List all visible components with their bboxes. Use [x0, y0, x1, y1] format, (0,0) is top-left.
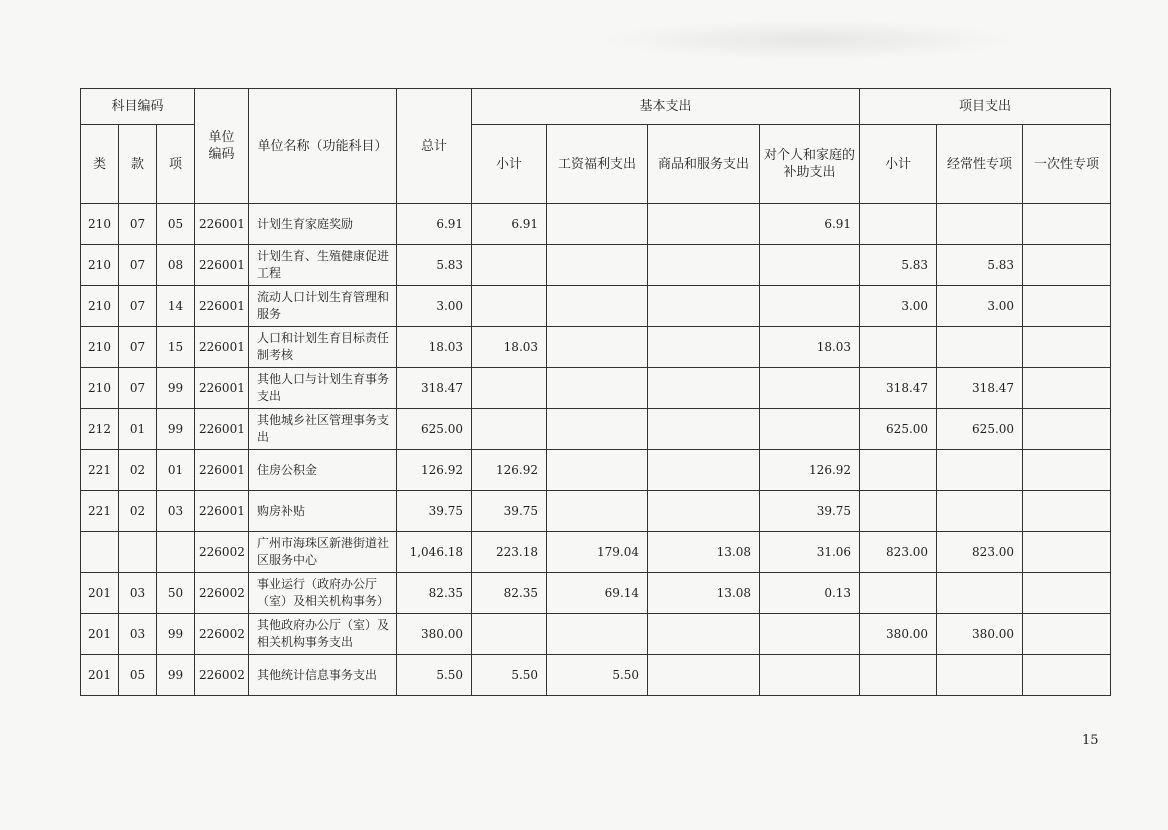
- table-row: [81, 450, 1111, 491]
- cell-onetime-project: [1023, 204, 1111, 245]
- cell-onetime-project: [1023, 327, 1111, 368]
- cell-goods-services: [648, 286, 760, 327]
- cell-kuan: 05: [119, 655, 157, 696]
- cell-total: 6.91: [397, 204, 472, 245]
- cell-personal-family-subsidy: [760, 655, 860, 696]
- cell-unit-name: 人口和计划生育目标责任制考核: [249, 327, 397, 368]
- cell-lei: 210: [81, 245, 119, 286]
- cell-project-subtotal: 380.00: [860, 614, 937, 655]
- cell-unit-name: 其他政府办公厅（室）及相关机构事务支出: [249, 614, 397, 655]
- cell-kuan: 07: [119, 204, 157, 245]
- table-row: [81, 204, 1111, 245]
- cell-xiang: [157, 532, 195, 573]
- cell-salary-welfare: 5.50: [547, 655, 648, 696]
- cell-goods-services: [648, 368, 760, 409]
- cell-unit-code: 226001: [195, 245, 249, 286]
- table-body: [81, 204, 1111, 696]
- cell-total: 5.50: [397, 655, 472, 696]
- cell-salary-welfare: [547, 327, 648, 368]
- cell-personal-family-subsidy: 39.75: [760, 491, 860, 532]
- cell-kuan: [119, 532, 157, 573]
- cell-lei: 221: [81, 491, 119, 532]
- header-project-subtotal: 小计: [860, 125, 937, 204]
- cell-kuan: 01: [119, 409, 157, 450]
- cell-unit-code: 226002: [195, 573, 249, 614]
- header-lei: 类: [81, 125, 119, 204]
- cell-total: 318.47: [397, 368, 472, 409]
- cell-basic-subtotal: 39.75: [472, 491, 547, 532]
- cell-personal-family-subsidy: [760, 614, 860, 655]
- table-row: [81, 614, 1111, 655]
- cell-goods-services: [648, 245, 760, 286]
- cell-recurring-project: [937, 491, 1023, 532]
- cell-onetime-project: [1023, 245, 1111, 286]
- cell-recurring-project: [937, 327, 1023, 368]
- cell-salary-welfare: [547, 450, 648, 491]
- cell-project-subtotal: 5.83: [860, 245, 937, 286]
- cell-lei: 210: [81, 368, 119, 409]
- cell-unit-name: 计划生育、生殖健康促进工程: [249, 245, 397, 286]
- cell-goods-services: 13.08: [648, 573, 760, 614]
- cell-personal-family-subsidy: 126.92: [760, 450, 860, 491]
- cell-lei: 210: [81, 327, 119, 368]
- cell-onetime-project: [1023, 491, 1111, 532]
- cell-unit-name: 计划生育家庭奖励: [249, 204, 397, 245]
- cell-kuan: 02: [119, 491, 157, 532]
- cell-salary-welfare: [547, 368, 648, 409]
- cell-goods-services: 13.08: [648, 532, 760, 573]
- header-total: 总计: [397, 89, 472, 204]
- table-row: [81, 573, 1111, 614]
- cell-personal-family-subsidy: [760, 368, 860, 409]
- cell-basic-subtotal: 126.92: [472, 450, 547, 491]
- cell-project-subtotal: 318.47: [860, 368, 937, 409]
- table-row: [81, 409, 1111, 450]
- cell-lei: 201: [81, 614, 119, 655]
- table-row: [81, 327, 1111, 368]
- cell-total: 380.00: [397, 614, 472, 655]
- cell-onetime-project: [1023, 614, 1111, 655]
- cell-salary-welfare: [547, 614, 648, 655]
- cell-unit-name: 其他城乡社区管理事务支出: [249, 409, 397, 450]
- cell-goods-services: [648, 450, 760, 491]
- cell-project-subtotal: 625.00: [860, 409, 937, 450]
- cell-recurring-project: 823.00: [937, 532, 1023, 573]
- cell-lei: [81, 532, 119, 573]
- cell-lei: 221: [81, 450, 119, 491]
- cell-project-subtotal: [860, 655, 937, 696]
- cell-project-subtotal: [860, 573, 937, 614]
- cell-salary-welfare: [547, 245, 648, 286]
- cell-xiang: 99: [157, 655, 195, 696]
- cell-unit-name: 购房补贴: [249, 491, 397, 532]
- header-kuan: 款: [119, 125, 157, 204]
- cell-salary-welfare: [547, 204, 648, 245]
- cell-kuan: 02: [119, 450, 157, 491]
- cell-personal-family-subsidy: [760, 245, 860, 286]
- cell-total: 1,046.18: [397, 532, 472, 573]
- cell-unit-code: 226001: [195, 491, 249, 532]
- cell-recurring-project: [937, 655, 1023, 696]
- cell-goods-services: [648, 491, 760, 532]
- cell-unit-code: 226002: [195, 655, 249, 696]
- header-unit-name: 单位名称（功能科目）: [249, 89, 397, 204]
- cell-recurring-project: [937, 450, 1023, 491]
- cell-kuan: 07: [119, 368, 157, 409]
- cell-salary-welfare: [547, 286, 648, 327]
- header-recurring-project: 经常性专项: [937, 125, 1023, 204]
- cell-unit-name: 广州市海珠区新港街道社区服务中心: [249, 532, 397, 573]
- cell-total: 625.00: [397, 409, 472, 450]
- cell-lei: 210: [81, 286, 119, 327]
- cell-basic-subtotal: [472, 368, 547, 409]
- cell-project-subtotal: 823.00: [860, 532, 937, 573]
- cell-personal-family-subsidy: [760, 286, 860, 327]
- cell-xiang: 08: [157, 245, 195, 286]
- cell-xiang: 03: [157, 491, 195, 532]
- cell-recurring-project: 318.47: [937, 368, 1023, 409]
- cell-lei: 201: [81, 655, 119, 696]
- cell-kuan: 07: [119, 286, 157, 327]
- budget-expense-table: [80, 88, 1111, 696]
- cell-unit-name: 事业运行（政府办公厅（室）及相关机构事务）: [249, 573, 397, 614]
- cell-project-subtotal: [860, 450, 937, 491]
- cell-goods-services: [648, 204, 760, 245]
- cell-kuan: 03: [119, 573, 157, 614]
- cell-xiang: 50: [157, 573, 195, 614]
- header-basic-expense: 基本支出: [472, 89, 860, 125]
- cell-unit-code: 226002: [195, 532, 249, 573]
- header-salary-welfare: 工资福利支出: [547, 125, 648, 204]
- cell-kuan: 07: [119, 327, 157, 368]
- header-unit-code: 单位 编码: [195, 89, 249, 204]
- cell-salary-welfare: [547, 409, 648, 450]
- cell-recurring-project: [937, 204, 1023, 245]
- cell-total: 39.75: [397, 491, 472, 532]
- cell-personal-family-subsidy: 31.06: [760, 532, 860, 573]
- header-basic-subtotal: 小计: [472, 125, 547, 204]
- header-subject-code: 科目编码: [81, 89, 195, 125]
- header-personal-family-subsidy: 对个人和家庭的补助支出: [760, 125, 860, 204]
- cell-personal-family-subsidy: [760, 409, 860, 450]
- cell-project-subtotal: 3.00: [860, 286, 937, 327]
- cell-project-subtotal: [860, 327, 937, 368]
- cell-personal-family-subsidy: 18.03: [760, 327, 860, 368]
- cell-personal-family-subsidy: 0.13: [760, 573, 860, 614]
- cell-lei: 201: [81, 573, 119, 614]
- cell-salary-welfare: 69.14: [547, 573, 648, 614]
- cell-kuan: 07: [119, 245, 157, 286]
- cell-xiang: 05: [157, 204, 195, 245]
- cell-recurring-project: 625.00: [937, 409, 1023, 450]
- cell-kuan: 03: [119, 614, 157, 655]
- cell-unit-name: 流动人口计划生育管理和服务: [249, 286, 397, 327]
- cell-recurring-project: 5.83: [937, 245, 1023, 286]
- cell-xiang: 99: [157, 614, 195, 655]
- header-project-expense: 项目支出: [860, 89, 1111, 125]
- table-row: [81, 532, 1111, 573]
- cell-xiang: 01: [157, 450, 195, 491]
- cell-unit-code: 226001: [195, 409, 249, 450]
- page-number: 15: [1082, 733, 1099, 748]
- cell-basic-subtotal: 82.35: [472, 573, 547, 614]
- cell-unit-name: 其他人口与计划生育事务支出: [249, 368, 397, 409]
- table-row: [81, 245, 1111, 286]
- cell-xiang: 15: [157, 327, 195, 368]
- cell-unit-name: 住房公积金: [249, 450, 397, 491]
- table-row: [81, 655, 1111, 696]
- cell-recurring-project: 3.00: [937, 286, 1023, 327]
- cell-basic-subtotal: 18.03: [472, 327, 547, 368]
- header-xiang: 项: [157, 125, 195, 204]
- cell-goods-services: [648, 655, 760, 696]
- cell-unit-code: 226002: [195, 614, 249, 655]
- scan-shadow: [600, 20, 1020, 60]
- cell-lei: 212: [81, 409, 119, 450]
- table-header: [81, 89, 1111, 204]
- cell-recurring-project: 380.00: [937, 614, 1023, 655]
- cell-onetime-project: [1023, 532, 1111, 573]
- cell-onetime-project: [1023, 409, 1111, 450]
- cell-basic-subtotal: [472, 286, 547, 327]
- cell-recurring-project: [937, 573, 1023, 614]
- cell-salary-welfare: 179.04: [547, 532, 648, 573]
- table-row: [81, 286, 1111, 327]
- header-goods-services: 商品和服务支出: [648, 125, 760, 204]
- cell-basic-subtotal: [472, 245, 547, 286]
- cell-project-subtotal: [860, 204, 937, 245]
- cell-onetime-project: [1023, 573, 1111, 614]
- cell-personal-family-subsidy: 6.91: [760, 204, 860, 245]
- cell-goods-services: [648, 327, 760, 368]
- cell-unit-code: 226001: [195, 327, 249, 368]
- cell-onetime-project: [1023, 655, 1111, 696]
- cell-total: 126.92: [397, 450, 472, 491]
- cell-basic-subtotal: [472, 409, 547, 450]
- cell-onetime-project: [1023, 368, 1111, 409]
- table-row: [81, 368, 1111, 409]
- cell-total: 5.83: [397, 245, 472, 286]
- cell-onetime-project: [1023, 450, 1111, 491]
- cell-basic-subtotal: [472, 614, 547, 655]
- table-row: [81, 491, 1111, 532]
- cell-unit-code: 226001: [195, 204, 249, 245]
- cell-basic-subtotal: 223.18: [472, 532, 547, 573]
- cell-total: 18.03: [397, 327, 472, 368]
- header-onetime-project: 一次性专项: [1023, 125, 1111, 204]
- cell-unit-code: 226001: [195, 286, 249, 327]
- cell-xiang: 99: [157, 409, 195, 450]
- cell-salary-welfare: [547, 491, 648, 532]
- cell-goods-services: [648, 614, 760, 655]
- cell-xiang: 14: [157, 286, 195, 327]
- cell-basic-subtotal: 5.50: [472, 655, 547, 696]
- cell-total: 3.00: [397, 286, 472, 327]
- cell-unit-code: 226001: [195, 368, 249, 409]
- cell-onetime-project: [1023, 286, 1111, 327]
- cell-project-subtotal: [860, 491, 937, 532]
- cell-unit-code: 226001: [195, 450, 249, 491]
- cell-unit-name: 其他统计信息事务支出: [249, 655, 397, 696]
- cell-basic-subtotal: 6.91: [472, 204, 547, 245]
- cell-goods-services: [648, 409, 760, 450]
- cell-lei: 210: [81, 204, 119, 245]
- cell-total: 82.35: [397, 573, 472, 614]
- cell-xiang: 99: [157, 368, 195, 409]
